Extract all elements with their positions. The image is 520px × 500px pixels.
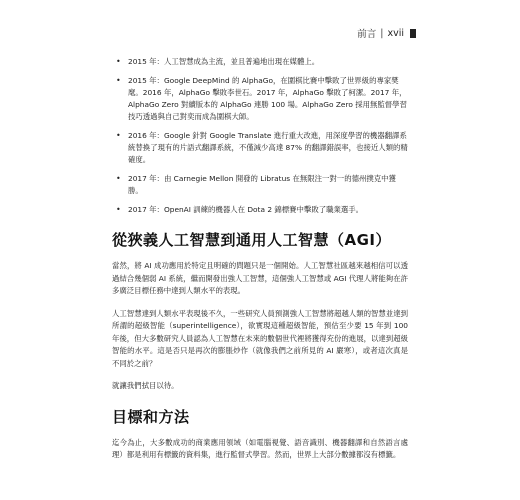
section-heading-goals: 目標和方法 xyxy=(112,407,190,426)
section-heading-agi: 從狹義人工智慧到通用人工智慧（AGI） xyxy=(112,231,392,249)
bullet-icon: • xyxy=(116,76,121,85)
paragraph: 就讓我們拭目以待。 xyxy=(112,381,179,390)
list-item-text: 2015 年：人工智慧成為主流，並且普遍地出現在媒體上。 xyxy=(128,57,320,66)
header-separator: | xyxy=(380,27,384,39)
bullet-icon: • xyxy=(116,57,121,66)
page-number: xvii xyxy=(387,27,404,39)
list-item xyxy=(112,75,408,123)
list-item xyxy=(112,204,408,216)
page-header xyxy=(357,26,416,40)
bullet-icon: • xyxy=(116,205,121,214)
list-item-text: 2017 年：由 Carnegie Mellon 開發的 Libratus 在無限注一對一的德州撲克中獲勝。 xyxy=(128,174,396,195)
list-item-text: 2016 年：Google 針對 Google Translate 進行重大改進，用深度學習的機器翻譯系統替換了現有的片語式翻譯系統，不僅減少高達 87% 的翻譯錯誤率，也接近人類的精確度。 xyxy=(128,131,408,164)
paragraph: 當然，將 AI 成功應用於特定且明確的問題只是一個開始。人工智慧社區越來越相信可以透過結合幾個弱 AI 系統，繼而開發出強人工智慧，這個強人工智慧或 AGI 代理人將能夠在許多廣泛目標任務中達到人類水平的表現。 xyxy=(112,261,408,295)
list-item-text: 2015 年：Google DeepMind 的 AlphaGo，在圍棋比賽中擊敗了世界級的專家樊麾。2016 年，AlphaGo 擊敗李世石。2017 年，AlphaGo 擊敗了柯潔。2017 年，AlphaGo Zero 對續版本的 AlphaGo 連勝 100 場。AlphaGo Zero 採用無監督學習技巧透過與自己對奕而成為圍棋大師。 xyxy=(128,76,407,121)
timeline-list xyxy=(112,56,408,216)
page-content xyxy=(112,56,408,472)
paragraph: 迄今為止，大多數成功的商業應用領域（如電腦視覺、語音識別、機器翻譯和自然語言處理）都是利用有標籤的資料集，進行監督式學習。然而，世界上大部分數據都沒有標籤。 xyxy=(112,437,408,459)
section-title: 前言 xyxy=(357,29,377,40)
list-item-text: 2017 年：OpenAI 訓練的機器人在 Dota 2 錦標賽中擊敗了職業選手。 xyxy=(128,205,364,214)
list-item xyxy=(112,130,408,166)
list-item xyxy=(112,173,408,197)
list-item xyxy=(112,56,408,68)
paragraph: 人工智慧達到人類水平表現後不久，一些研究人員預測強人工智慧將超越人類的智慧並達到所謂的超級智能（superintelligence），欲實現這種超級智能，預估至少要 15 年到 100 年後，但大多數研究人員認為人工智慧在未來的數個世代裡將獲得充份的進展，以達到超級智能的水平。這是否只是再次的膨脹炒作（就像我們之前所見的 AI 嚴寒），或者這次真是不同於之前？ xyxy=(112,308,408,368)
bullet-icon: • xyxy=(116,174,121,183)
header-bar-mark xyxy=(410,29,416,38)
bullet-icon: • xyxy=(116,131,121,140)
